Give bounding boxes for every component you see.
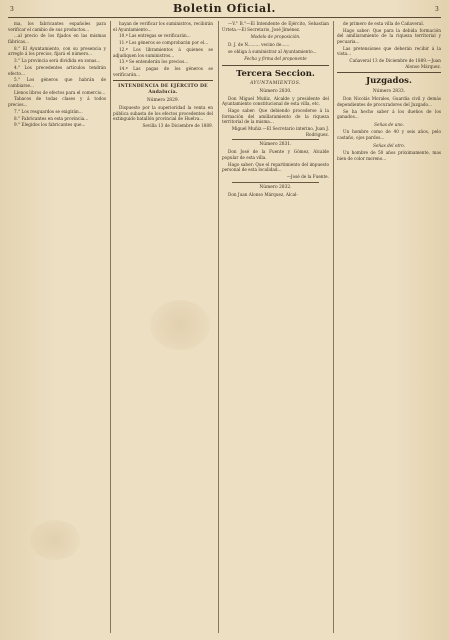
signature: Miguel Muñiz.—El Secretario interino, Juan J. Rodriguez. bbox=[231, 126, 329, 137]
paragraph: Don José de la Fuente y Gómez, Alcalde popular de esta villa. bbox=[222, 149, 329, 160]
notice-number: Número 2830. bbox=[259, 88, 292, 94]
paragraph: —V.° B.°—El Intendente de Ejército, Sebastian Urteta.—El Secretario, José Jiménez. bbox=[222, 21, 329, 32]
paragraph: 13.ª Se entenderán los precios... bbox=[119, 59, 189, 65]
notice-number: Número 2833. bbox=[372, 89, 406, 95]
column-2 bbox=[113, 21, 213, 633]
notice-number: Número 2832. bbox=[259, 184, 292, 190]
section-title: Tercera Seccion. bbox=[236, 68, 315, 79]
paragraph: 3.° La provincia será dividida en zonas... bbox=[14, 58, 101, 64]
paragraph: 4.° Los precedentes artículos tendrán efecto... bbox=[8, 64, 106, 76]
signature: Cañaveral 13 de Diciembre de 1889.—Juan Alonso Márquez. bbox=[349, 58, 441, 69]
divider bbox=[232, 139, 319, 140]
paragraph: Las pretensiones que deberán recibir á la vista... bbox=[337, 45, 441, 57]
paragraph: ...al precio de los fijados en las mismas fábricas... bbox=[8, 33, 106, 44]
signature-note: Fecha y firma del proponente bbox=[244, 56, 307, 62]
paragraph: 9.° Elegidos los fabricantes que... bbox=[14, 122, 86, 128]
page-number-right: 3 bbox=[434, 6, 439, 13]
notice-number: Número 2831. bbox=[259, 142, 292, 148]
section-rule bbox=[337, 72, 441, 73]
paragraph: ma, los fabricantes españoles para verificar el cambio de sus productos... bbox=[8, 21, 106, 32]
signs-label: Señas de uno. bbox=[374, 121, 404, 127]
page-number-left: 3 bbox=[10, 6, 15, 13]
paragraph: 11.ª Los géneros se comprobarán por el... bbox=[119, 40, 209, 46]
paragraph: 8.° Fabricantes en esta provincia... bbox=[14, 115, 89, 121]
signature: —José de la Fuente. bbox=[286, 174, 329, 180]
paragraph: Llenos libros de efectos para el comercio... bbox=[14, 89, 106, 95]
signs-label: Señas del otro. bbox=[373, 142, 405, 148]
paragraph: Don Miguel Muñiz, Alcalde y presidente del Ayuntamiento constitucional de esta villa, etc. bbox=[222, 95, 329, 107]
model-label: Modelo de proposición. bbox=[250, 34, 301, 40]
section-header: INTENDENCIA DE EJÉRCITO DE Andalucía. bbox=[118, 84, 208, 96]
paragraph: 14.ª Las pagas de los géneros se verificarán... bbox=[113, 66, 213, 77]
section-rule bbox=[222, 65, 329, 66]
column-4 bbox=[337, 21, 441, 633]
paragraph: 5.° Los géneros que habrán de cambiarse... bbox=[8, 77, 106, 88]
section-title: Juzgados. bbox=[366, 76, 412, 87]
paragraph: Tabacos de todas clases y á todos precios... bbox=[8, 96, 106, 108]
date-line: Sevilla 13 de Diciembre de 1889. bbox=[142, 123, 213, 129]
paragraph: Don Nicolás Morales, Guardia civil y demás dependientes de procuradores del Juzgado... bbox=[337, 96, 441, 107]
paragraph: 12.ª Los libramientos á quienes se adjudiquen los suministros... bbox=[113, 46, 213, 58]
column-3 bbox=[222, 21, 329, 633]
paragraph: se obliga á suministrar al Ayuntamiento... bbox=[228, 48, 317, 54]
paragraph: 8.° El Ayuntamiento, con su presencia y arreglo á los precios, fijará el número... bbox=[8, 45, 106, 57]
column-divider bbox=[333, 21, 334, 633]
paragraph: D. J. de N......... vecino de...... bbox=[228, 41, 290, 47]
paragraph: Un hombre de 50 años próximamente, mas bien de color moreno... bbox=[337, 150, 441, 161]
paragraph: Hago saber: Que para la debida formación del amillaramiento de la riqueza territorial y pecuaria... bbox=[337, 27, 441, 44]
paragraph: 7.° Los resguardos se exigirán... bbox=[14, 108, 83, 114]
section-subtitle: AYUNTAMIENTOS. bbox=[250, 80, 301, 86]
paragraph: Se ha hecho saber á los dueños de los ganados... bbox=[337, 108, 441, 120]
paragraph: Don Juan Alonso Márquez, Alcal- bbox=[228, 191, 298, 197]
paragraph: Dispuesto por la superioridad la venta en pública subasta de los efectos procedentes del extinguido batallón provincial de Huelva... bbox=[113, 105, 213, 122]
divider bbox=[232, 182, 319, 183]
masthead-title: Boletin Oficial. bbox=[172, 2, 276, 15]
column-divider bbox=[218, 21, 219, 633]
paragraph: Un hombre como de 40 y seis años, pelo castaño, ojos pardos... bbox=[337, 129, 441, 141]
paragraph: hayan de verificar los suministros, recibirán el Ayuntamiento... bbox=[113, 21, 213, 32]
column-1 bbox=[8, 21, 106, 633]
paragraph: 10.ª Las entregas se verificarán... bbox=[119, 33, 191, 39]
masthead-rule bbox=[8, 17, 441, 18]
section-rule bbox=[113, 80, 213, 81]
paragraph: Hago saber: Que debiendo procederse á la formación del amillaramiento de la riqueza territorial de la misma... bbox=[222, 108, 329, 125]
paragraph: de primero de esta villa de Cañaveral. bbox=[343, 21, 425, 26]
paragraph: Hago saber: Que el repartimiento del impuesto personal de esta localidad... bbox=[222, 161, 329, 173]
column-divider bbox=[110, 21, 111, 633]
notice-number: Número 2829. bbox=[146, 98, 180, 104]
